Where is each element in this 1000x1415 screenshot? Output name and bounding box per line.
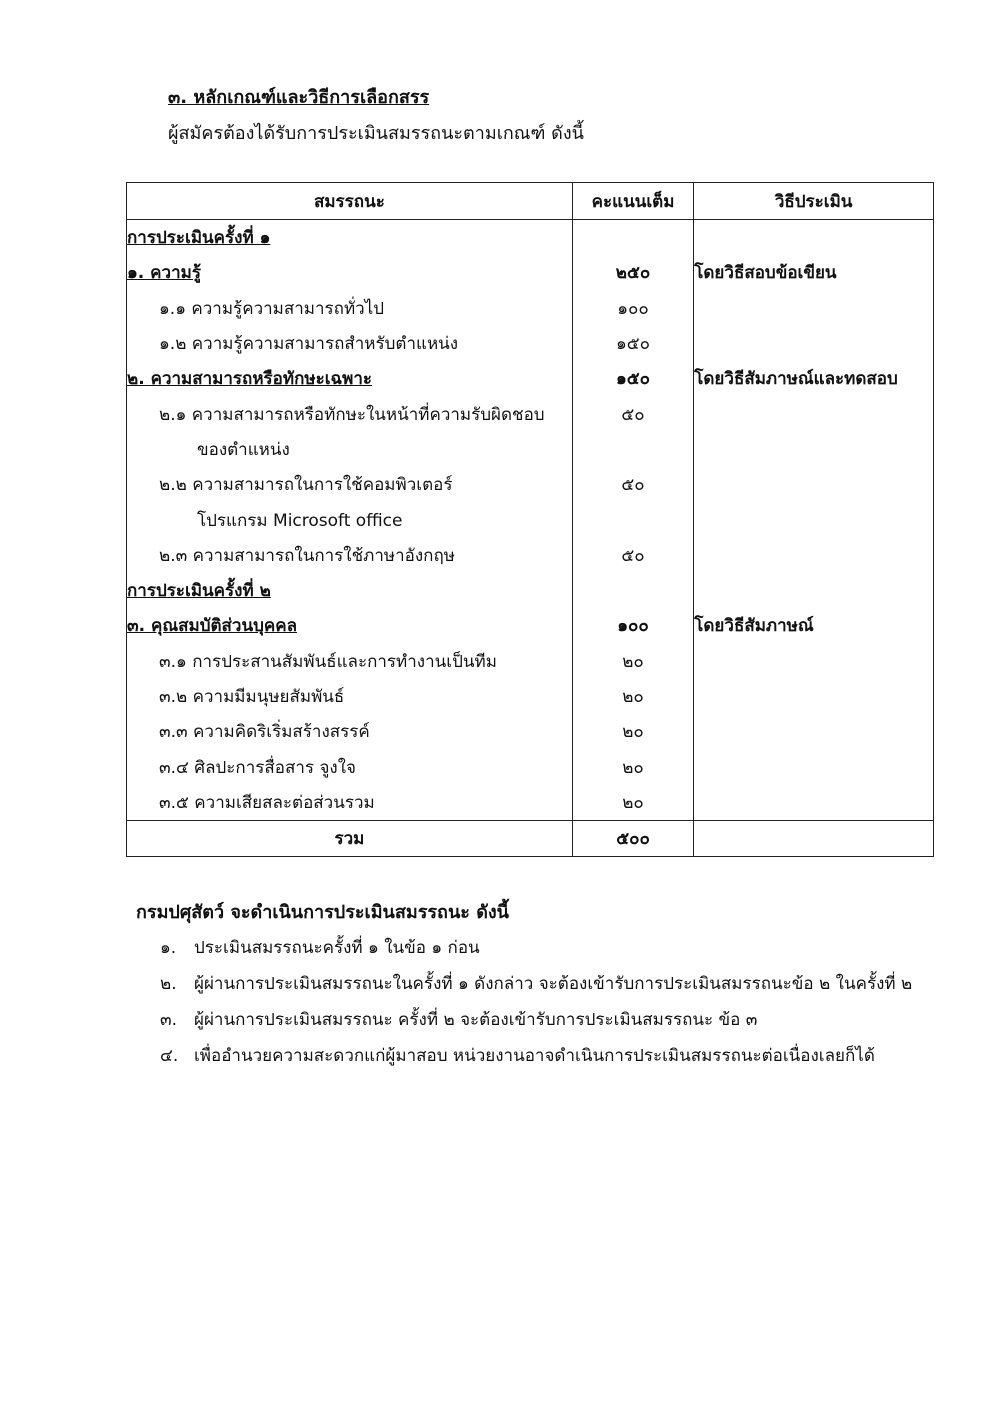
table-row [127, 679, 934, 714]
procedure-title: กรมปศุสัตว์ จะดำเนินการประเมินสมรรถนะ ดังนี้ [136, 902, 509, 923]
row-score: ๑๐๐ [572, 608, 693, 643]
row-name: ๒.๑ ความสามารถหรือทักษะในหน้าที่ความรับผิดชอบ [127, 396, 573, 431]
row-method: โดยวิธีสัมภาษณ์ [694, 608, 934, 643]
row-name [127, 608, 573, 643]
row-name: ของตำแหน่ง [127, 432, 573, 467]
row-score [572, 502, 693, 537]
table-row [127, 326, 934, 361]
category-personal: ๓. คุณสมบัติส่วนบุคคล [127, 616, 298, 637]
procedure-step [160, 1042, 875, 1069]
row-method [694, 573, 934, 608]
table-row [127, 220, 934, 256]
row-method [694, 538, 934, 573]
row-score [572, 432, 693, 467]
step-number: ๔. [160, 1046, 179, 1066]
table-row [127, 432, 934, 467]
step-number: ๒. [160, 974, 177, 994]
table-row [127, 608, 934, 643]
row-method [694, 432, 934, 467]
row-name: ๒.๓ ความสามารถในการใช้ภาษาอังกฤษ [127, 538, 573, 573]
step-text: ผู้ผ่านการประเมินสมรรถนะ ครั้งที่ ๒ จะต้องเข้ารับการประเมินสมรรถนะ ข้อ ๓ [194, 1010, 758, 1030]
total-label: รวม [127, 821, 573, 857]
row-name: ๒.๒ ความสามารถในการใช้คอมพิวเตอร์ [127, 467, 573, 502]
table-row [127, 291, 934, 326]
row-method [694, 291, 934, 326]
total-score: ๕๐๐ [572, 821, 693, 857]
table-row [127, 644, 934, 679]
row-method [694, 220, 934, 256]
step-number: ๓. [160, 1010, 178, 1030]
row-name: ๑.๒ ความรู้ความสามารถสำหรับตำแหน่ง [127, 326, 573, 361]
row-name [127, 255, 573, 290]
row-score: ๒๐ [572, 785, 693, 821]
row-score: ๕๐ [572, 467, 693, 502]
total-method [694, 821, 934, 857]
table-row [127, 361, 934, 396]
header-method: วิธีประเมิน [694, 183, 934, 220]
step-text: เพื่ออำนวยความสะดวกแก่ผู้มาสอบ หน่วยงานอาจดำเนินการประเมินสมรรถนะต่อเนื่องเลยก็ได้ [194, 1046, 875, 1066]
row-method [694, 749, 934, 784]
procedure-step [160, 1006, 757, 1033]
round-2-label: การประเมินครั้งที่ ๒ [127, 581, 271, 602]
row-method [694, 502, 934, 537]
row-name: ๓.๕ ความเสียสละต่อส่วนรวม [127, 785, 573, 821]
table-row [127, 785, 934, 821]
intro-text: ผู้สมัครต้องได้รับการประเมินสมรรถนะตามเกณฑ์ ดังนี้ [168, 123, 584, 144]
row-method [694, 326, 934, 361]
section-heading: ๓. หลักเกณฑ์และวิธีการเลือกสรร [168, 87, 430, 108]
competency-table [126, 182, 934, 857]
row-method: โดยวิธีสอบข้อเขียน [694, 255, 934, 290]
total-row [127, 821, 934, 857]
header-competency: สมรรถนะ [127, 183, 573, 220]
procedure-step [160, 970, 912, 997]
table-row [127, 467, 934, 502]
row-method [694, 396, 934, 431]
row-score [572, 220, 693, 256]
row-score: ๒๕๐ [572, 255, 693, 290]
row-score: ๕๐ [572, 538, 693, 573]
row-name: โปรแกรม Microsoft office [127, 502, 573, 537]
row-name: ๓.๑ การประสานสัมพันธ์และการทำงานเป็นทีม [127, 644, 573, 679]
row-score: ๒๐ [572, 714, 693, 749]
row-score: ๒๐ [572, 644, 693, 679]
row-score: ๒๐ [572, 679, 693, 714]
row-name: ๑.๑ ความรู้ความสามารถทั่วไป [127, 291, 573, 326]
round-1-label: การประเมินครั้งที่ ๑ [127, 228, 271, 249]
row-method [694, 644, 934, 679]
row-name: ๓.๔ ศิลปะการสื่อสาร จูงใจ [127, 749, 573, 784]
row-method [694, 467, 934, 502]
row-name [127, 573, 573, 608]
row-score: ๑๕๐ [572, 326, 693, 361]
row-score: ๑๐๐ [572, 291, 693, 326]
table-row [127, 749, 934, 784]
row-score [572, 573, 693, 608]
row-method [694, 679, 934, 714]
category-skills: ๒. ความสามารถหรือทักษะเฉพาะ [127, 369, 373, 390]
table-row [127, 714, 934, 749]
header-full-score: คะแนนเต็ม [572, 183, 693, 220]
step-number: ๑. [160, 938, 177, 958]
table-row [127, 538, 934, 573]
row-name: ๓.๓ ความคิดริเริ่มสร้างสรรค์ [127, 714, 573, 749]
step-text: ประเมินสมรรถนะครั้งที่ ๑ ในข้อ ๑ ก่อน [194, 938, 480, 958]
row-score: ๒๐ [572, 749, 693, 784]
row-name [127, 361, 573, 396]
table-row [127, 502, 934, 537]
table-header-row [127, 183, 934, 220]
table-row [127, 573, 934, 608]
row-name [127, 220, 573, 256]
row-method [694, 714, 934, 749]
row-score: ๑๕๐ [572, 361, 693, 396]
table-row [127, 396, 934, 431]
procedure-step [160, 934, 480, 961]
category-knowledge: ๑. ความรู้ [127, 263, 201, 284]
table-row [127, 255, 934, 290]
row-method: โดยวิธีสัมภาษณ์และทดสอบ [694, 361, 934, 396]
step-text: ผู้ผ่านการประเมินสมรรถนะในครั้งที่ ๑ ดังกล่าว จะต้องเข้ารับการประเมินสมรรถนะข้อ ๒ ในครั้งที่ ๒ [194, 974, 913, 994]
row-score: ๕๐ [572, 396, 693, 431]
row-name: ๓.๒ ความมีมนุษยสัมพันธ์ [127, 679, 573, 714]
row-method [694, 785, 934, 821]
